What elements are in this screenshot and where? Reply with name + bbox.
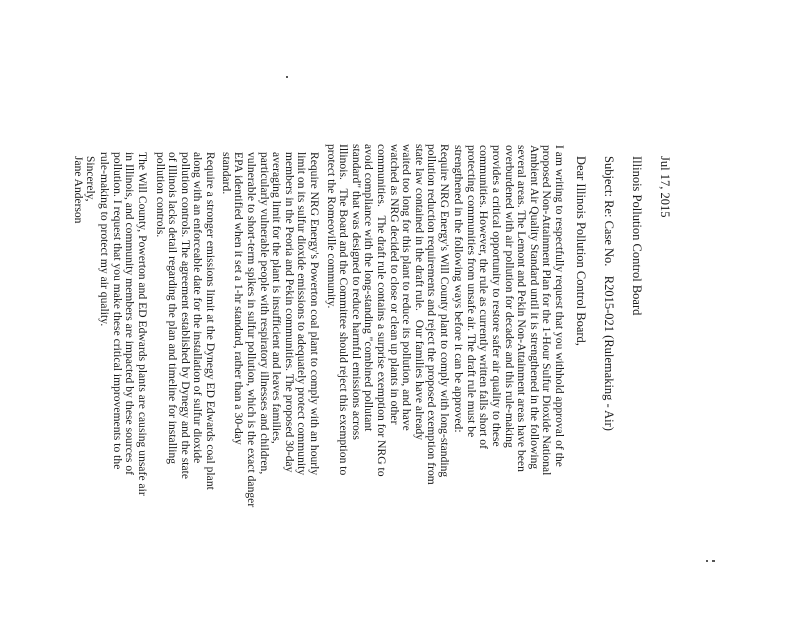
subject-line: Subject: Re: Case No. R2015-021 (Rulemaking - Air): [602, 156, 616, 431]
paragraph-nrg-will-county: Require NRG Energy's Will County plant to comply with long-standing pollution reduction requirements and reject the proposed exemption from state law contained in the draft rule. Our families have already waited too long for this plant to reduce its pollution, and have watched as NRG decided to close or clean up plants in other communities. The draft rule contains a surprise exemption for NRG to avoid compliance with the long-standing "combined pollutant standard" that was designed to reduce harmful emissions across Illinois. The Board and the Committee should reject this exemption to protect the Romeoville community.: [324, 144, 450, 485]
paragraph-conclusion: The Will County, Powerton and ED Edwards plants are causing unsafe air in Illinois, and community members are impacted by these sources of pollution. I request that you make these critical improvements to the rule-making to protect my air quality.: [98, 152, 148, 496]
signature-name: Jane Anderson: [72, 156, 84, 224]
letter-date: Jul 17, 2015: [658, 156, 672, 218]
paragraph-powerton: Require NRG Energy's Powerton coal plant to comply with an hourly limit on its sulfur dioxide emissions to adequately protect community members in the Peoria and Pekin communities. The proposed 30-day averaging limit for the plant is insufficient and leaves families, particularly vulnerable people with respiratory illnesses and children, vulnerable to short-term spikes in sulfur pollution, which is the exact danger EPA identified when it set a 1-hr standard, rather than a 30-day standard.: [219, 152, 320, 508]
recipient-line: Illinois Pollution Control Board: [630, 156, 644, 316]
paragraph-intro: I am writing to respectfully request that you withhold approval of the proposed Non-Attainment Plan for the 1-Hour Sulfur Dioxide National Ambient Air Quality Standard until it is strengthened in the following several areas. The Lemont and Pekin Non-Attainment areas have been overburdened with air pollution for decades and this rule-making provides a critical opportunity to restore safer air quality to these communities. However, the rule as currently written falls short of protecting communities from unsafe air. The draft rule must be strengthened in the following ways before it can be approved:: [452, 145, 565, 476]
paragraph-ed-edwards: Require a stronger emissions limit at the Dynegy ED Edwards coal plant along with an enforceable date for the installation of sulfur dioxide pollution controls. The agreement established by Dynegy and the state of Illinois lacks detail regarding the plan and timeline for installing pollution controls.: [153, 152, 216, 490]
salutation: Dear Illinois Pollution Control Board,: [574, 156, 588, 346]
scan-speck: [712, 560, 715, 562]
scan-speck: [706, 560, 708, 562]
scan-speck: [286, 76, 288, 78]
closing: Sincerely,: [84, 156, 96, 202]
